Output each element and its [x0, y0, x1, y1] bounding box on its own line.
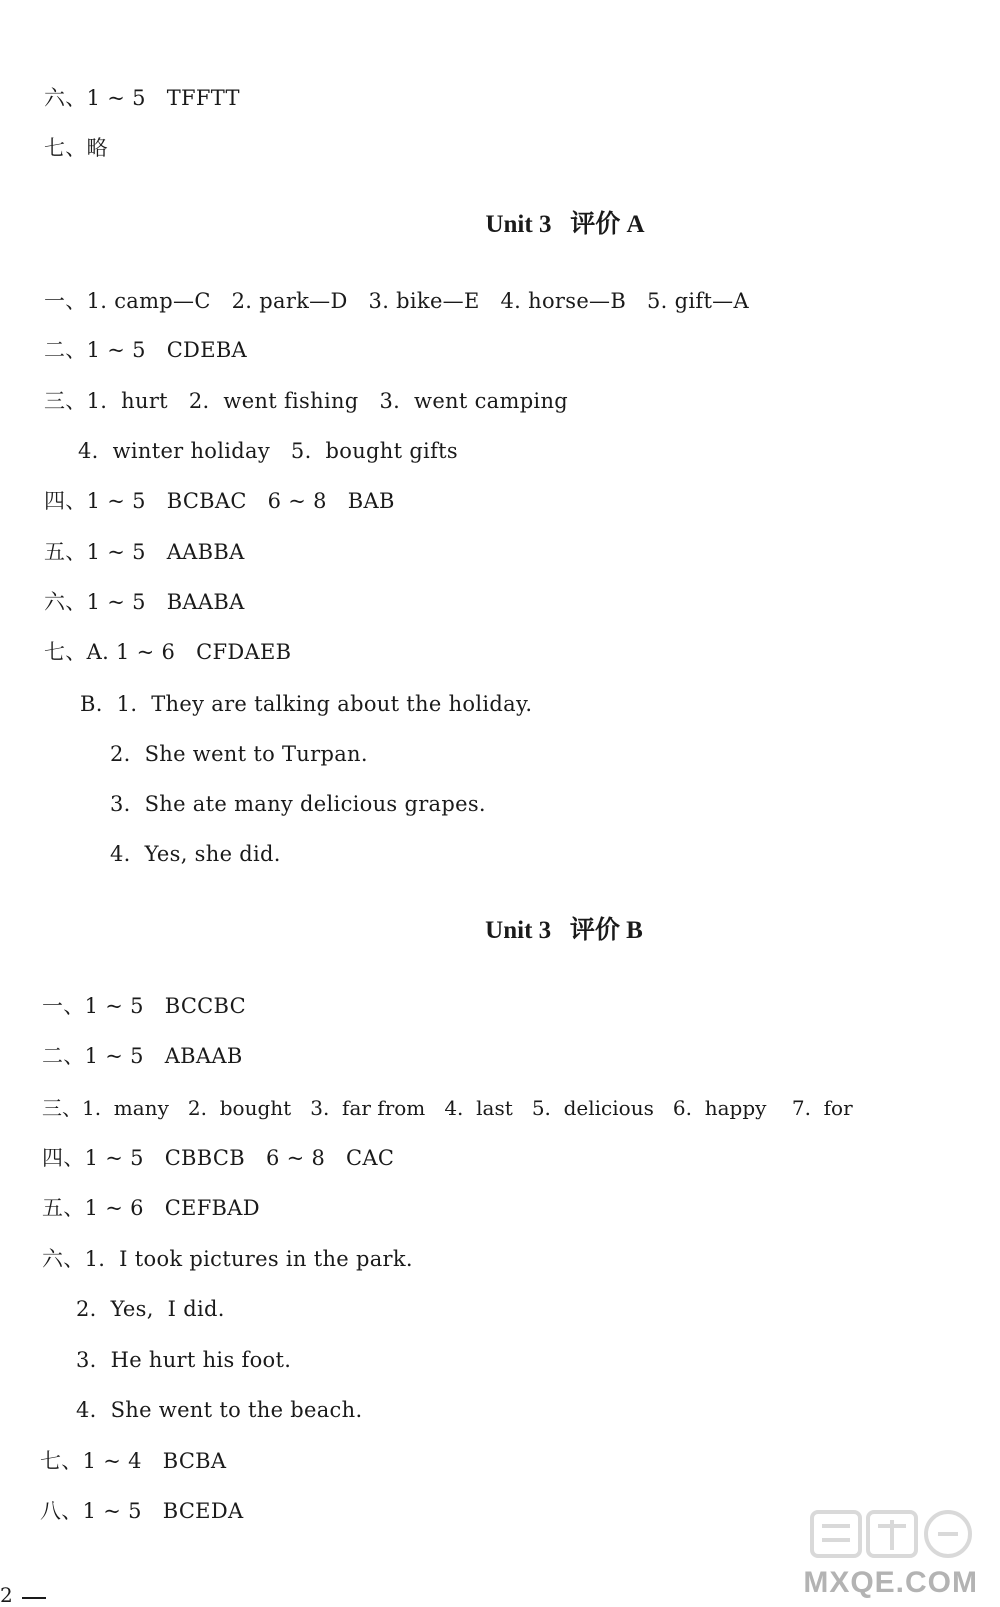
page-number: 2: [0, 1583, 13, 1607]
answer-line: 2. She went to Turpan.: [110, 742, 368, 766]
answer-line: 二、1 ~ 5 CDEBA: [44, 338, 248, 362]
answer-line: 三、1. hurt 2. went fishing 3. went camping: [44, 389, 569, 413]
answer-line: 3. She ate many delicious grapes.: [110, 792, 486, 816]
answer-line: 二、1 ~ 5 ABAAB: [42, 1044, 243, 1068]
answer-line: 七、1 ~ 4 BCBA: [40, 1449, 227, 1473]
answer-line: 4. winter holiday 5. bought gifts: [78, 439, 458, 463]
answer-line: 4. Yes, she did.: [110, 842, 281, 866]
answer-line: 七、略: [44, 136, 108, 160]
answer-line: 六、1. I took pictures in the park.: [42, 1247, 413, 1271]
answer-line: 四、1 ~ 5 BCBAC 6 ~ 8 BAB: [44, 489, 395, 513]
answer-line: 五、1 ~ 6 CEFBAD: [42, 1196, 260, 1220]
answer-line: 一、1. camp—C 2. park—D 3. bike—E 4. horse—B 5. gift—A: [44, 289, 749, 313]
answer-line: B. 1. They are talking about the holiday.: [80, 692, 533, 716]
answer-line: 4. She went to the beach.: [76, 1398, 363, 1422]
answer-line: 六、1 ~ 5 TFFTT: [44, 86, 240, 110]
watermark-text: MXQE.COM: [803, 1566, 978, 1599]
answer-line: 3. He hurt his foot.: [76, 1348, 292, 1372]
answer-line: 2. Yes, I did.: [76, 1297, 225, 1321]
answer-line: 七、A. 1 ~ 6 CFDAEB: [44, 640, 292, 664]
answer-line: 四、1 ~ 5 CBBCB 6 ~ 8 CAC: [42, 1146, 395, 1170]
section-a-heading: Unit 3 评价 A: [485, 211, 645, 238]
answer-line: 一、1 ~ 5 BCCBC: [42, 994, 247, 1018]
section-b-heading: Unit 3 评价 B: [485, 917, 643, 944]
answer-line: 五、1 ~ 5 AABBA: [44, 540, 245, 564]
answer-line: 三、1. many 2. bought 3. far from 4. last 5. delicious 6. happy 7. for: [42, 1096, 853, 1120]
page-rule: [22, 1597, 46, 1599]
answer-line: 六、1 ~ 5 BAABA: [44, 590, 245, 614]
answer-line: 八、1 ~ 5 BCEDA: [40, 1499, 244, 1523]
